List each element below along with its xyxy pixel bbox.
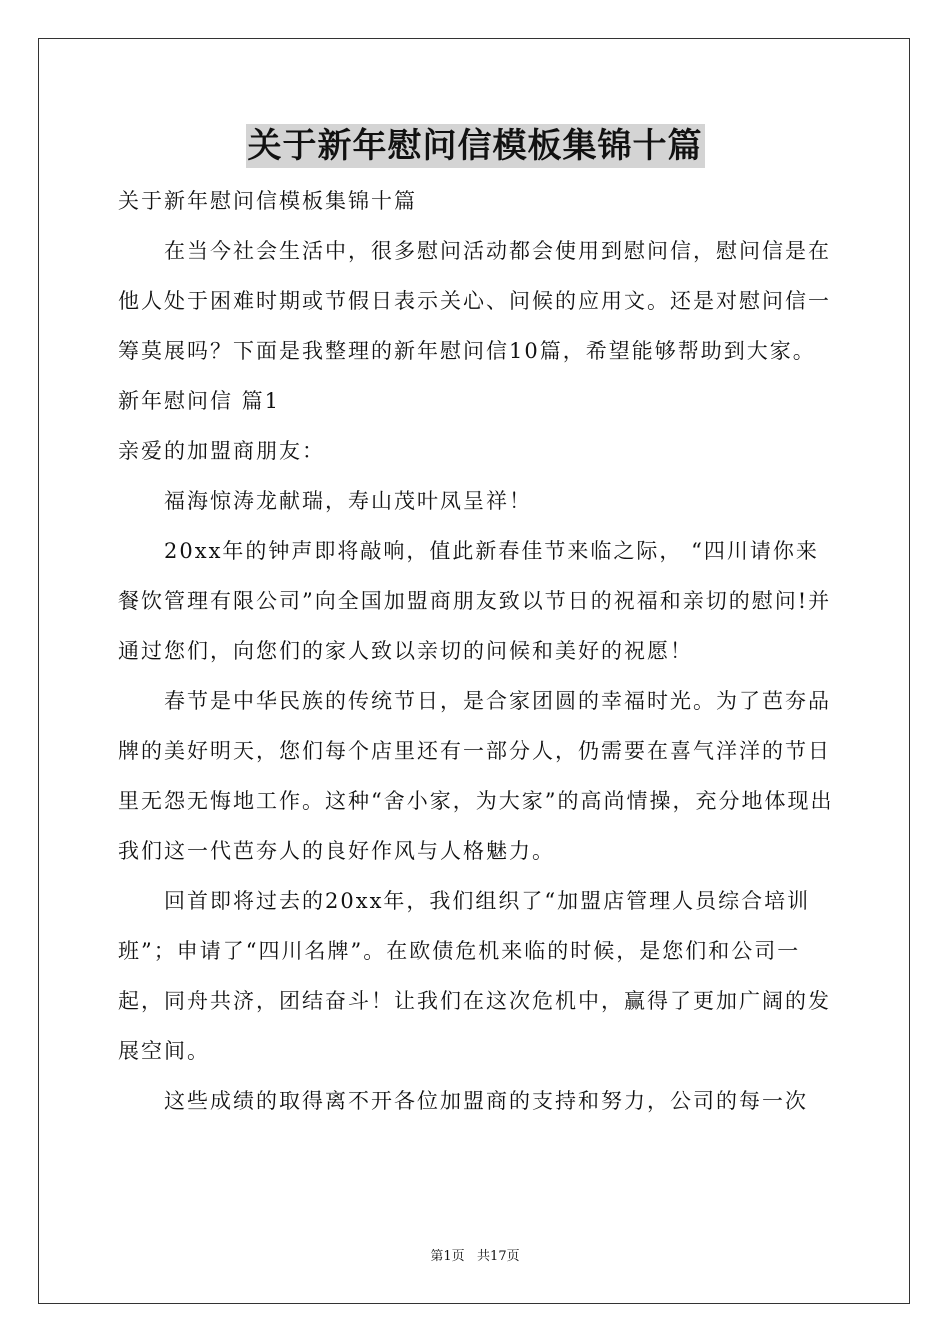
paragraph-1: 在当今社会生活中，很多慰问活动都会使用到慰问信，慰问信是在他人处于困难时期或节假日表示关心、问候的应用文。还是对慰问信一筹莫展吗？下面是我整理的新年慰问信10篇，希望能够帮助到大家。 [118, 239, 831, 363]
document-body [118, 176, 834, 1126]
paragraph-4: 福海惊涛龙献瑞，寿山茂叶凤呈祥！ [164, 489, 532, 513]
paragraph-7: 回首即将过去的20xx年，我们组织了“加盟店管理人员综合培训班”；申请了“四川名牌”。在欧债危机来临的时候，是您们和公司一起，同舟共济，团结奋斗！让我们在这次危机中，赢得了更加广阔的发展空间。 [118, 889, 831, 1063]
paragraph-3: 亲爱的加盟商朋友： [118, 439, 325, 463]
paragraph-8: 这些成绩的取得离不开各位加盟商的支持和努力，公司的每一次 [164, 1089, 808, 1113]
page-title: 关于新年慰问信模板集锦十篇 [247, 126, 703, 166]
paragraph-6: 春节是中华民族的传统节日，是合家团圆的幸福时光。为了芭夯品牌的美好明天，您们每个店里还有一部分人，仍需要在喜气洋洋的节日里无怨无悔地工作。这种“舍小家，为大家”的高尚情操，充分地体现出我们这一代芭夯人的良好作风与人格魅力。 [118, 689, 834, 863]
page-footer [0, 1245, 950, 1264]
page-number-label: 第1页 共17页 [430, 1249, 520, 1264]
title-wrap [0, 124, 950, 168]
paragraph-5: 20xx年的钟声即将敲响，值此新春佳节来临之际， “四川请你来餐饮管理有限公司”向全国加盟商朋友致以节日的祝福和亲切的慰问!并通过您们，向您们的家人致以亲切的问候和美好的祝愿！ [118, 539, 832, 663]
paragraph-2: 新年慰问信 篇1 [118, 389, 281, 413]
paragraph-0: 关于新年慰问信模板集锦十篇 [118, 189, 417, 213]
